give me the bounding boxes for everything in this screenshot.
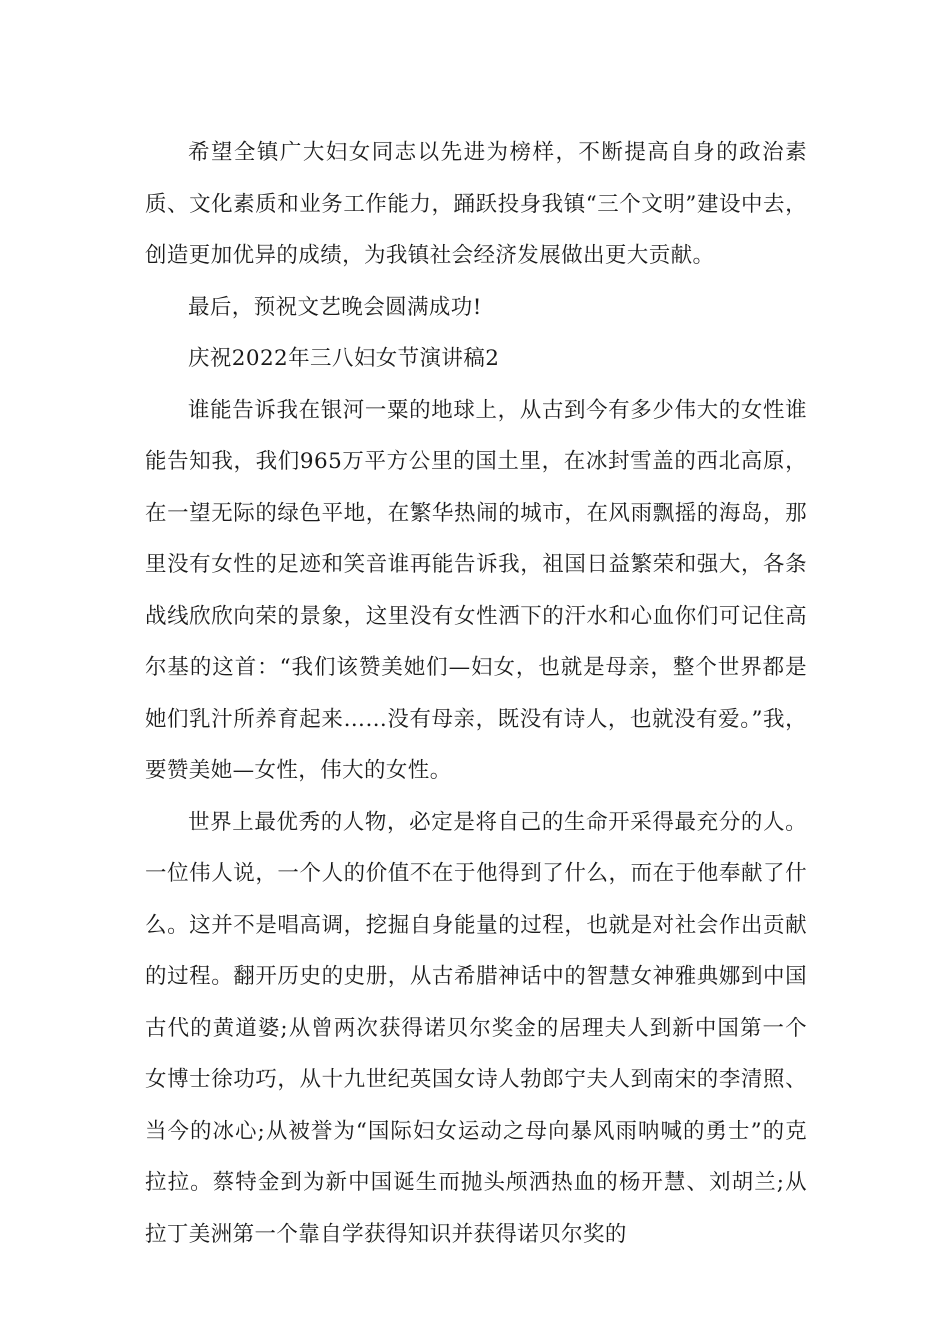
section-heading: 庆祝2022年三八妇女节演讲稿2 [188,346,500,371]
paragraph-closing-hope: 希望全镇广大妇女同志以先进为榜样，不断提高自身的政治素质、文化素质和业务工作能力，踊跃投身我镇“三个文明”建设中去，创造更加优异的成绩，为我镇社会经济发展做出更大贡献。 [145,140,807,268]
paragraph-who-can-tell: 谁能告诉我在银河一粟的地球上，从古到今有多少伟大的女性谁能告知我，我们965万平方公里的国土里，在冰封雪盖的西北高原，在一望无际的绿色平地，在繁华热闹的城市，在风雨飘摇的海岛，那里没有女性的足迹和笑音谁再能告诉我，祖国日益繁荣和强大，各条战线欣欣向荣的景象，这里没有女性洒下的汗水和心血你们可记住高尔基的这首：“我们该赞美她们—妇女，也就是母亲，整个世界都是她们乳汁所养育起来……没有母亲，既没有诗人，也就没有爱。”我，要赞美她—女性，伟大的女性。 [145,397,807,783]
document-body [145,127,807,1260]
paragraph-outstanding-people: 世界上最优秀的人物，必定是将自己的生命开采得最充分的人。一位伟人说，一个人的价值不在于他得到了什么，而在于他奉献了什么。这并不是唱高调，挖掘自身能量的过程，也就是对社会作出贡献的过程。翻开历史的史册，从古希腊神话中的智慧女神雅典娜到中国古代的黄道婆;从曾两次获得诺贝尔奖金的居理夫人到新中国第一个女博士徐功巧，从十九世纪英国女诗人勃郎宁夫人到南宋的李清照、当今的冰心;从被誉为“国际妇女运动之母向暴风雨呐喊的勇士”的克拉拉。蔡特金到为新中国诞生而抛头颅洒热血的杨开慧、刘胡兰;从拉丁美洲第一个靠自学获得知识并获得诺贝尔奖的 [145,809,807,1247]
paragraph-final-wish: 最后，预祝文艺晚会圆满成功! [188,294,482,320]
